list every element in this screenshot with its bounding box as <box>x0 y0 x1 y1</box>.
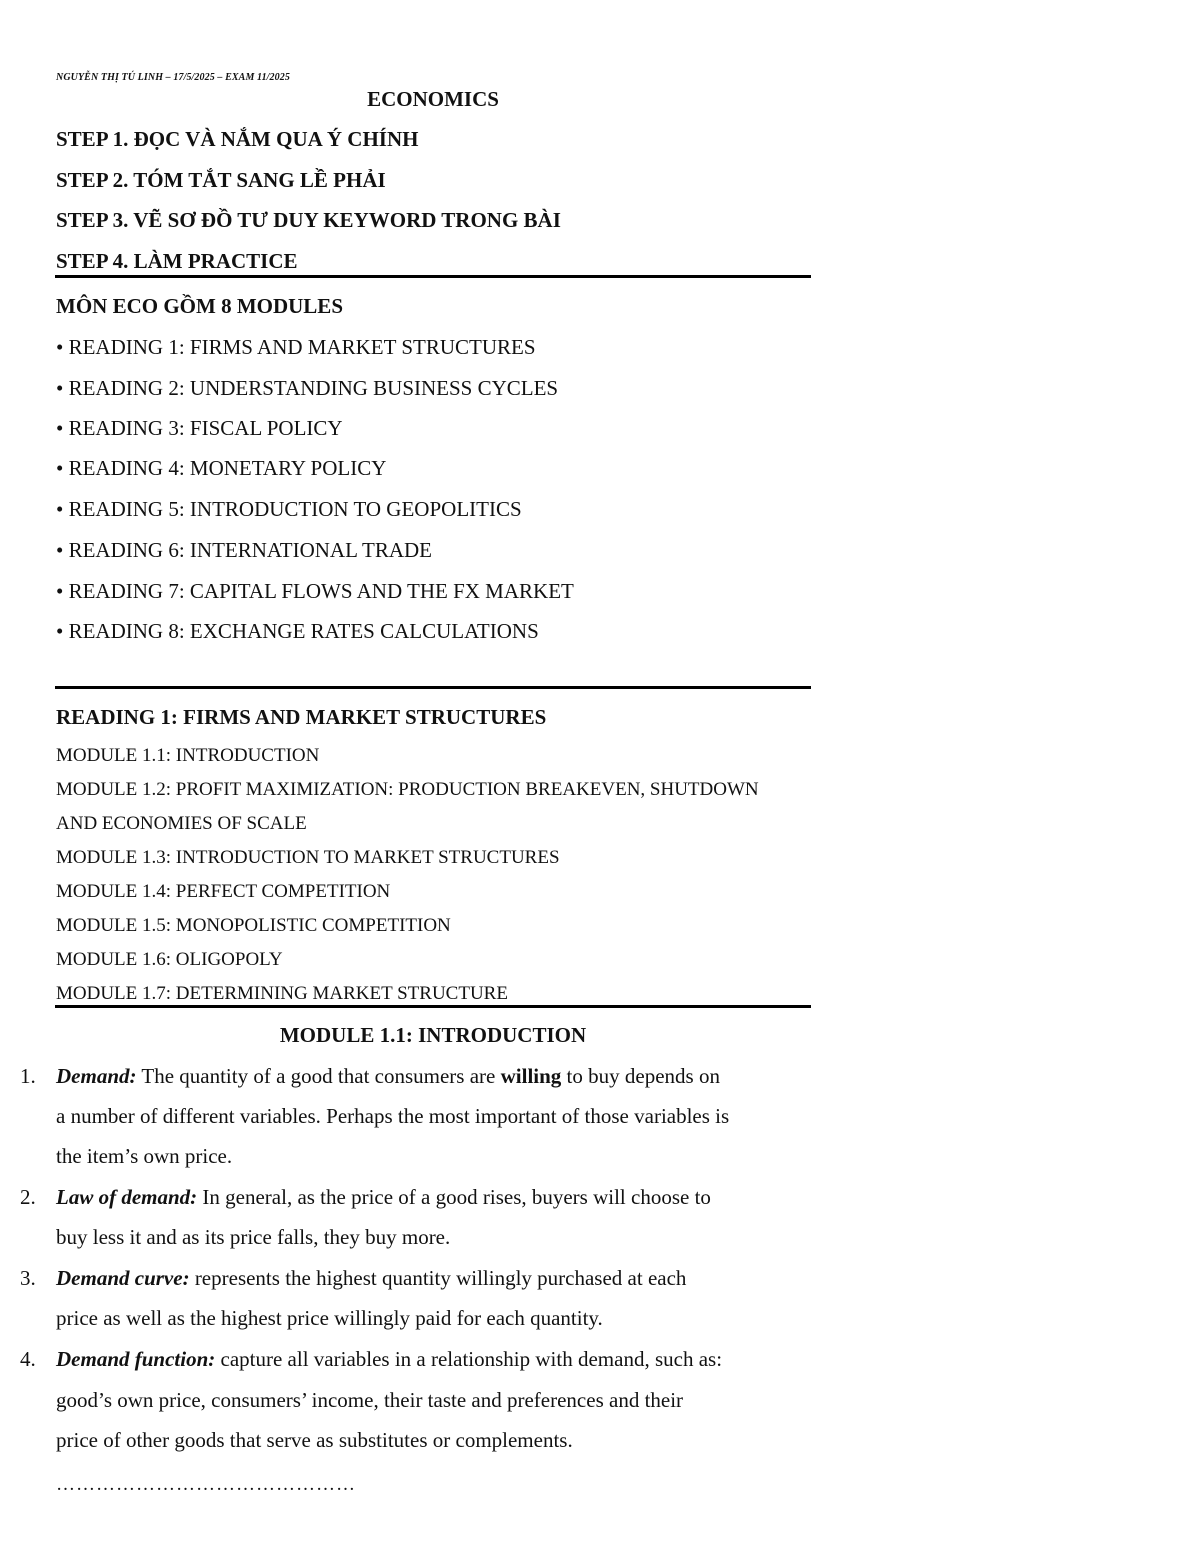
definition-term: Demand function: <box>56 1347 216 1371</box>
definition-line <box>56 1265 686 1291</box>
reading-list-item: • READING 8: EXCHANGE RATES CALCULATIONS <box>56 619 539 643</box>
definition-line: price as well as the highest price willingly paid for each quantity. <box>56 1306 603 1330</box>
reading-list-item: • READING 4: MONETARY POLICY <box>56 456 387 480</box>
definition-line <box>56 1184 711 1210</box>
reading-list-item: • READING 6: INTERNATIONAL TRADE <box>56 538 432 562</box>
divider-rule <box>55 1005 811 1008</box>
definition-text: In general, as the price of a good rises, buyers will choose to <box>197 1185 711 1209</box>
definition-text: to buy depends on <box>561 1064 720 1088</box>
reading-list-item: • READING 3: FISCAL POLICY <box>56 416 343 440</box>
module-list-item: MODULE 1.6: OLIGOPOLY <box>56 949 283 970</box>
module-list-item: MODULE 1.1: INTRODUCTION <box>56 745 320 766</box>
definition-line <box>56 1346 722 1372</box>
definition-term: Demand curve: <box>56 1266 190 1290</box>
definition-line: buy less it and as its price falls, they buy more. <box>56 1225 451 1249</box>
list-number: 2. <box>20 1185 36 1209</box>
reading-list-item: • READING 1: FIRMS AND MARKET STRUCTURES <box>56 335 536 359</box>
step-1: STEP 1. ĐỌC VÀ NẮM QUA Ý CHÍNH <box>56 127 419 151</box>
module-list-item: MODULE 1.4: PERFECT COMPETITION <box>56 881 391 902</box>
definition-line: good’s own price, consumers’ income, their taste and preferences and their <box>56 1388 684 1412</box>
definition-term: Law of demand: <box>56 1185 198 1209</box>
document-title: ECONOMICS <box>367 87 499 111</box>
module-list-item: MODULE 1.5: MONOPOLISTIC COMPETITION <box>56 915 451 936</box>
reading-list-item: • READING 2: UNDERSTANDING BUSINESS CYCLES <box>56 376 559 400</box>
module-list-item: MODULE 1.2: PROFIT MAXIMIZATION: PRODUCTION BREAKEVEN, SHUTDOWN <box>56 779 759 800</box>
module-list-item: MODULE 1.7: DETERMINING MARKET STRUCTURE <box>56 983 508 1004</box>
definition-line: the item’s own price. <box>56 1144 233 1168</box>
definition-term: Demand: <box>56 1064 137 1088</box>
definition-text: represents the highest quantity willingly purchased at each <box>189 1266 687 1290</box>
reading-1-heading: READING 1: FIRMS AND MARKET STRUCTURES <box>56 705 547 729</box>
reading-list-item: • READING 7: CAPITAL FLOWS AND THE FX MARKET <box>56 579 574 603</box>
step-3: STEP 3. VẼ SƠ ĐỒ TƯ DUY KEYWORD TRONG BÀI <box>56 208 561 232</box>
reading-list-item: • READING 5: INTRODUCTION TO GEOPOLITICS <box>56 497 522 521</box>
module-list-item: AND ECONOMIES OF SCALE <box>56 813 307 834</box>
modules-heading: MÔN ECO GỒM 8 MODULES <box>56 294 343 318</box>
step-2: STEP 2. TÓM TẮT SANG LỀ PHẢI <box>56 168 386 192</box>
module-list-item: MODULE 1.3: INTRODUCTION TO MARKET STRUCTURES <box>56 847 560 868</box>
list-number: 4. <box>20 1347 36 1371</box>
divider-rule <box>55 686 811 689</box>
definition-line <box>56 1063 720 1089</box>
section-title: MODULE 1.1: INTRODUCTION <box>279 1023 587 1047</box>
divider-rule <box>55 275 811 278</box>
definition-text: capture all variables in a relationship with demand, such as: <box>215 1347 723 1371</box>
step-4: STEP 4. LÀM PRACTICE <box>56 249 298 273</box>
definition-line: a number of different variables. Perhaps the most important of those variables is <box>56 1104 730 1128</box>
definition-text: The quantity of a good that consumers are <box>136 1064 501 1088</box>
header-note: NGUYỄN THỊ TÚ LINH – 17/5/2025 – EXAM 11/2025 <box>56 72 290 83</box>
list-number: 3. <box>20 1266 36 1290</box>
trailing-dots: ……………………………………… <box>56 1474 356 1495</box>
definition-line: price of other goods that serve as substitutes or complements. <box>56 1428 573 1452</box>
emphasis-text: willing <box>500 1064 562 1088</box>
list-number: 1. <box>20 1064 36 1088</box>
